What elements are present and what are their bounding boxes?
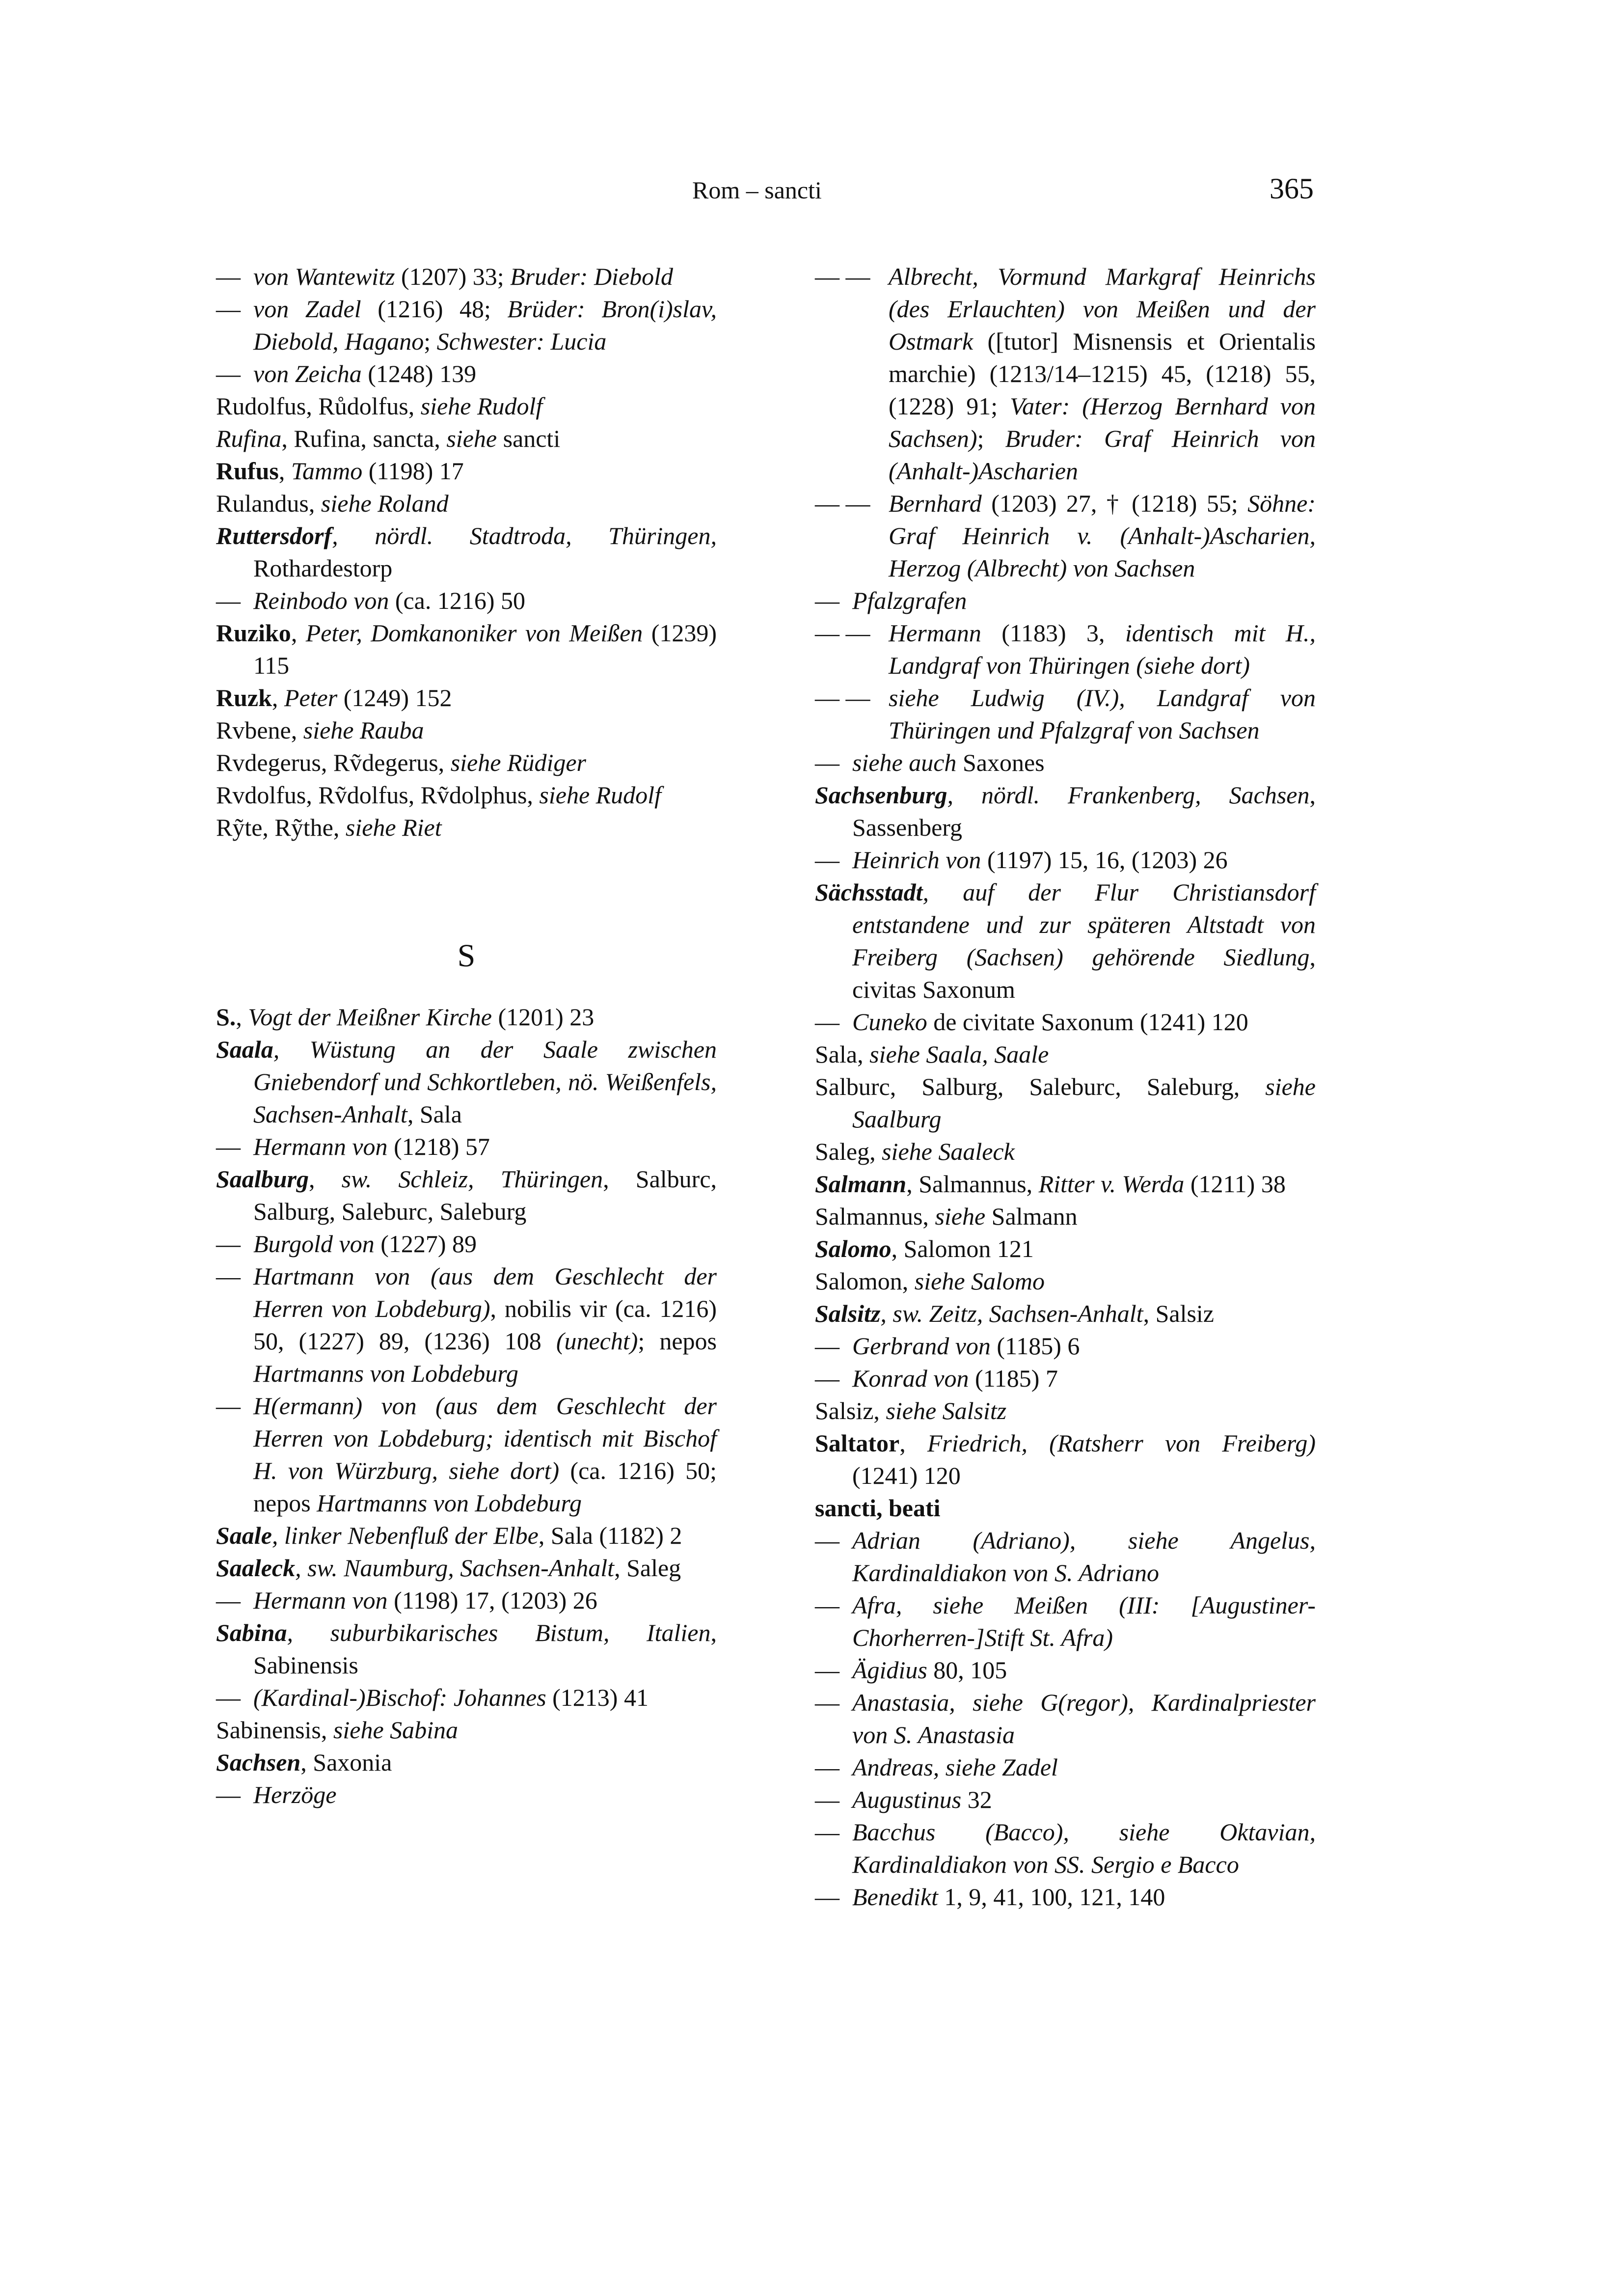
index-subentry xyxy=(815,1524,1316,1589)
entry-text: Benedikt xyxy=(852,1883,938,1911)
entry-headword: Salomo xyxy=(815,1235,892,1262)
index-subsubentry xyxy=(815,487,1316,584)
entry-text: , xyxy=(899,1429,927,1457)
entry-headword: Rufus xyxy=(216,457,279,485)
entry-headword: Saala xyxy=(216,1036,273,1063)
entry-text: Schwester: Lucia xyxy=(436,328,607,355)
index-entry xyxy=(815,1394,1316,1427)
entry-text: Salmann xyxy=(985,1203,1078,1230)
entry-text: Hartmann von (aus dem Geschlecht der Herren von Lobdeburg) xyxy=(253,1262,717,1322)
running-head: Rom – sancti xyxy=(692,176,822,204)
entry-text: 80, 105 xyxy=(927,1656,1007,1684)
entry-text: Afra, siehe Meißen (III: [Augustiner-Chorherren-]Stift St. Afra) xyxy=(852,1591,1316,1651)
entry-text: 32 xyxy=(961,1786,992,1813)
entry-text: Burgold von xyxy=(253,1230,375,1257)
entry-text: Konrad von xyxy=(852,1365,969,1392)
index-subentry xyxy=(815,1686,1316,1751)
index-subentry xyxy=(815,1330,1316,1362)
entry-text: siehe Rudolf xyxy=(420,392,543,420)
entry-headword: Ruziko xyxy=(216,619,291,647)
index-entry xyxy=(216,487,717,519)
index-entry xyxy=(216,714,717,746)
page-header xyxy=(0,172,1622,216)
entry-text: Heinrich von xyxy=(852,846,981,874)
entry-text: Adrian (Adriano), siehe Angelus, Kardinaldiakon von S. Adriano xyxy=(852,1527,1316,1586)
em-dash: — xyxy=(815,846,839,874)
index-subentry xyxy=(815,1589,1316,1654)
index-subentry xyxy=(216,1390,717,1519)
entry-text: siehe Ludwig (IV.), Landgraf von Thüringen und Pfalzgraf von Sachsen xyxy=(889,684,1316,744)
entry-text: ; xyxy=(424,328,437,355)
entry-text: siehe Salomo xyxy=(914,1267,1045,1295)
page-number: 365 xyxy=(1270,172,1314,205)
entry-text: Anastasia, siehe G(regor), Kardinalpriester von S. Anastasia xyxy=(852,1689,1316,1749)
entry-text: (1203) 27, † (1218) 55; xyxy=(981,490,1248,517)
index-entry xyxy=(216,1001,717,1033)
entry-text: Rvdolfus, Rṽdolfus, Rṽdolphus, xyxy=(216,781,540,809)
entry-text: siehe Saalburg xyxy=(852,1073,1316,1133)
entry-text: siehe xyxy=(446,425,497,452)
entry-text: (1216) 48; xyxy=(361,295,508,323)
entry-text: (1227) 89 xyxy=(374,1230,477,1257)
index-subsubentry xyxy=(815,617,1316,682)
em-dash: — xyxy=(815,1786,839,1813)
entry-text: Reinbodo von xyxy=(253,587,389,614)
entry-text: , nördl. Stadtroda, Thüringen, xyxy=(332,522,717,549)
index-subentry xyxy=(216,1228,717,1260)
entry-text: sancti xyxy=(497,425,561,452)
entry-text: Herzöge xyxy=(253,1781,337,1808)
index-subentry xyxy=(815,1654,1316,1686)
entry-text: Hermann von xyxy=(253,1586,388,1614)
entry-text: Cuneko xyxy=(852,1008,927,1036)
index-subentry xyxy=(815,1783,1316,1816)
double-em-dash: — — xyxy=(815,263,870,290)
double-em-dash: — — xyxy=(815,619,870,647)
entry-text: Salmannus, xyxy=(815,1203,935,1230)
entry-text: (Kardinal-)Bischof: Johannes xyxy=(253,1684,546,1711)
entry-text: Bruder: Graf Heinrich von (Anhalt-)Ascharien xyxy=(889,425,1316,485)
entry-text: , auf der Flur Christiansdorf entstandene und zur späteren Altstadt von Freiberg (Sachsen) gehörende Siedlung xyxy=(852,878,1316,971)
entry-text: von Zadel xyxy=(253,295,361,323)
entry-text: Albrecht, Vormund Markgraf Heinrichs (des Erlauchten) von Meißen und der Ostmark xyxy=(889,263,1316,355)
entry-text: 1, 9, 41, 100, 121, 140 xyxy=(938,1883,1165,1911)
entry-text: Bacchus (Bacco), siehe Oktavian, Kardinaldiakon von SS. Sergio e Bacco xyxy=(852,1818,1316,1878)
entry-text: , sw. Zeitz, Sachsen-Anhalt xyxy=(880,1300,1143,1327)
index-entry xyxy=(216,617,717,682)
entry-text: (1185) 7 xyxy=(969,1365,1058,1392)
index-entry xyxy=(216,422,717,455)
em-dash: — xyxy=(815,1689,839,1716)
entry-text: siehe Rudolf xyxy=(539,781,661,809)
entry-headword: Salsitz xyxy=(815,1300,881,1327)
index-entry xyxy=(216,1746,717,1778)
entry-headword: Saaleck xyxy=(216,1554,296,1582)
entry-text: Vater: (Herzog Bernhard von Sachsen) xyxy=(889,392,1316,452)
entry-text: Tammo xyxy=(291,457,363,485)
index-subentry xyxy=(216,584,717,617)
entry-text: siehe Saala, Saale xyxy=(869,1040,1049,1068)
em-dash: — xyxy=(815,1656,839,1684)
entry-headword: Saltator xyxy=(815,1429,900,1457)
em-dash: — xyxy=(815,1365,839,1392)
em-dash: — xyxy=(815,1818,839,1846)
entry-text: (1211) 38 xyxy=(1184,1170,1286,1198)
double-em-dash: — — xyxy=(815,490,870,517)
right-column xyxy=(815,260,1316,1913)
entry-text: , nobilis vir (ca. 1216) 50, (1227) 89, (1236) 108 xyxy=(253,1295,717,1355)
index-subsubentry xyxy=(815,682,1316,746)
entry-text: Rvbene, xyxy=(216,716,303,744)
em-dash: — xyxy=(815,1008,839,1036)
entry-headword: sancti, beati xyxy=(815,1494,941,1522)
entry-text: , civitas Saxonum xyxy=(852,943,1316,1003)
index-subentry xyxy=(815,844,1316,876)
entry-text: , Wüstung an der Saale zwischen Gniebendorf und Schkortleben, nö. Weißenfels, Sachsen-Anhalt xyxy=(253,1036,717,1128)
index-entry xyxy=(815,1200,1316,1232)
entry-text: , Sabinensis xyxy=(253,1619,717,1679)
entry-text: H(ermann) von (aus dem Geschlecht der Herren von Lobdeburg; identisch mit Bischof H. von Würzburg, siehe dort) xyxy=(253,1392,717,1484)
entry-text: , Saxonia xyxy=(300,1749,392,1776)
index-entry xyxy=(815,1168,1316,1200)
entry-text: siehe Saaleck xyxy=(882,1138,1015,1165)
entry-text: Rudolfus, Růdolfus, xyxy=(216,392,421,420)
entry-text: ; nepos xyxy=(638,1327,717,1355)
entry-text: Andreas, siehe Zadel xyxy=(852,1753,1058,1781)
index-subentry xyxy=(216,1778,717,1811)
entry-text: Salsiz, xyxy=(815,1397,886,1424)
entry-text: Ritter v. Werda xyxy=(1038,1170,1185,1198)
entry-text: , linker Nebenfluß der Elbe xyxy=(271,1522,539,1549)
entry-text: (1198) 17, (1203) 26 xyxy=(387,1586,597,1614)
index-subentry xyxy=(815,1751,1316,1783)
entry-text: von Zeicha xyxy=(253,360,362,387)
index-entry xyxy=(216,1616,717,1681)
entry-text: (1198) 17 xyxy=(362,457,464,485)
entry-text: Saleg, xyxy=(815,1138,882,1165)
entry-text: Saxones xyxy=(956,749,1045,776)
index-subentry xyxy=(815,746,1316,779)
em-dash: — xyxy=(216,1230,241,1257)
entry-text: , Sassenberg xyxy=(852,781,1316,841)
entry-text: siehe auch xyxy=(852,749,957,776)
index-entry xyxy=(216,682,717,714)
em-dash: — xyxy=(815,1591,839,1619)
entry-text: (1207) 33; xyxy=(395,263,511,290)
index-entry xyxy=(815,1038,1316,1070)
index-subentry xyxy=(216,1681,717,1714)
entry-text: Vogt der Meißner Kirche xyxy=(248,1003,492,1031)
entry-text: , Rufina, sancta, xyxy=(281,425,447,452)
entry-text: , Sala (1182) 2 xyxy=(538,1522,682,1549)
index-entry xyxy=(815,779,1316,844)
entry-text: Rufina xyxy=(216,425,282,452)
em-dash: — xyxy=(216,1392,241,1420)
entry-text: , xyxy=(278,457,291,485)
entry-text: , Salmannus, xyxy=(906,1170,1039,1198)
entry-text: , Sala xyxy=(407,1100,462,1128)
entry-text: Rvdegerus, Rṽdegerus, xyxy=(216,749,451,776)
index-subentry xyxy=(815,1881,1316,1913)
em-dash: — xyxy=(216,1133,241,1160)
index-entry xyxy=(815,1265,1316,1297)
entry-text: siehe Roland xyxy=(321,490,449,517)
index-entry xyxy=(216,746,717,779)
entry-text: , nördl. Frankenberg, Sachsen xyxy=(947,781,1310,809)
index-subentry xyxy=(216,357,717,390)
em-dash: — xyxy=(216,1684,241,1711)
entry-text: Brüder: Bron(i)slav, Diebold, Hagano xyxy=(253,295,717,355)
entry-text: (1213) 41 xyxy=(546,1684,649,1711)
entry-text: Hartmanns von Lobdeburg xyxy=(253,1360,518,1387)
index-entry xyxy=(815,1297,1316,1330)
entry-text: (1241) 120 xyxy=(852,1462,961,1489)
entry-text: Rỹte, Rỹthe, xyxy=(216,814,346,841)
entry-text: ([tutor] Misnensis et Orientalis marchie) (1213/14–1215) 45, (1218) 55, (1228) 91; xyxy=(889,328,1316,420)
em-dash: — xyxy=(216,295,241,323)
index-entry xyxy=(216,1519,717,1552)
entry-text: Sabinensis, xyxy=(216,1716,333,1744)
entry-text: (1183) 3, xyxy=(981,619,1125,647)
index-entry xyxy=(216,1552,717,1584)
entry-text: siehe Riet xyxy=(345,814,442,841)
entry-text: siehe Salsitz xyxy=(886,1397,1007,1424)
entry-text: siehe Sabina xyxy=(333,1716,459,1744)
entry-text: , xyxy=(308,1165,342,1193)
entry-text: Salomon, xyxy=(815,1267,915,1295)
entry-text: (1248) 139 xyxy=(361,360,477,387)
entry-text: Friedrich, (Ratsherr von Freiberg) xyxy=(927,1429,1316,1457)
entry-headword: Sächsstadt xyxy=(815,878,923,906)
entry-text: , sw. Naumburg, Sachsen-Anhalt xyxy=(295,1554,615,1582)
index-subentry xyxy=(815,1816,1316,1881)
index-entry xyxy=(815,1070,1316,1135)
entry-text: ; xyxy=(977,425,1005,452)
entry-text: (1249) 152 xyxy=(337,684,452,711)
entry-text: Peter xyxy=(284,684,338,711)
index-entry xyxy=(216,1033,717,1130)
entry-text: siehe Rauba xyxy=(303,716,424,744)
em-dash: — xyxy=(216,1262,241,1290)
entry-headword: Sachsen xyxy=(216,1749,301,1776)
entry-text: Sala, xyxy=(815,1040,870,1068)
em-dash: — xyxy=(216,1781,241,1808)
entry-text: Bernhard xyxy=(889,490,982,517)
index-entry xyxy=(216,1714,717,1746)
entry-text: (unecht) xyxy=(556,1327,638,1355)
entry-text: , xyxy=(271,684,284,711)
em-dash: — xyxy=(815,1883,839,1911)
entry-headword: Ruzk xyxy=(216,684,272,711)
entry-text: (1197) 15, 16, (1203) 26 xyxy=(981,846,1228,874)
index-entry xyxy=(216,1163,717,1228)
em-dash: — xyxy=(216,587,241,614)
entry-text: , Salburc, Salburg, Saleburc, Saleburg xyxy=(253,1165,717,1225)
index-subentry xyxy=(815,1362,1316,1394)
entry-text: identisch mit H., Landgraf von Thüringen (siehe dort) xyxy=(889,619,1316,679)
index-subentry xyxy=(216,1584,717,1616)
em-dash: — xyxy=(815,1753,839,1781)
index-entry xyxy=(216,455,717,487)
index-entry xyxy=(815,1427,1316,1492)
entry-headword: Saale xyxy=(216,1522,272,1549)
entry-text: , suburbikarisches Bistum, Italien xyxy=(287,1619,711,1646)
index-subentry xyxy=(216,293,717,357)
entry-text: Rothardestorp xyxy=(253,554,393,582)
em-dash: — xyxy=(216,360,241,387)
entry-text: (1185) 6 xyxy=(990,1332,1080,1360)
entry-text: (ca. 1216) 50; nepos xyxy=(253,1457,717,1517)
entry-text: Hartmanns von Lobdeburg xyxy=(317,1489,582,1517)
index-subentry xyxy=(216,1260,717,1390)
entry-text: von Wantewitz xyxy=(253,263,395,290)
entry-text: siehe xyxy=(935,1203,986,1230)
entry-text: Peter, Domkanoniker von Meißen xyxy=(305,619,643,647)
index-subsubentry xyxy=(815,260,1316,487)
entry-text: Pfalzgrafen xyxy=(852,587,967,614)
entry-text: , Saleg xyxy=(614,1554,681,1582)
index-entry xyxy=(815,1492,1316,1524)
entry-text: (1201) 23 xyxy=(491,1003,595,1031)
entry-text: Söhne: Graf Heinrich v. (Anhalt-)Ascharien, Herzog (Albrecht) von Sachsen xyxy=(889,490,1316,582)
index-entry xyxy=(216,390,717,422)
entry-text: Salburc, Salburg, Saleburc, Saleburg, xyxy=(815,1073,1266,1100)
index-subentry xyxy=(216,1130,717,1163)
index-entry xyxy=(216,811,717,844)
index-subentry xyxy=(815,1006,1316,1038)
index-subentry xyxy=(815,584,1316,617)
index-entry xyxy=(216,519,717,584)
index-entry xyxy=(815,876,1316,1006)
entry-text: (ca. 1216) 50 xyxy=(389,587,526,614)
entry-headword: S. xyxy=(216,1003,236,1031)
em-dash: — xyxy=(216,1586,241,1614)
index-entry xyxy=(216,779,717,811)
entry-text: Hermann von xyxy=(253,1133,388,1160)
index-entry xyxy=(815,1232,1316,1265)
index-subentry xyxy=(216,260,717,293)
entry-text: , xyxy=(236,1003,248,1031)
entry-headword: Salmann xyxy=(815,1170,907,1198)
entry-text: (1239) 115 xyxy=(253,619,717,679)
entry-headword: Sabina xyxy=(216,1619,287,1646)
entry-text: , Salomon 121 xyxy=(891,1235,1034,1262)
entry-text: Bruder: Diebold xyxy=(510,263,674,290)
entry-text: sw. Schleiz, Thüringen xyxy=(341,1165,603,1193)
entry-text: Rulandus, xyxy=(216,490,321,517)
entry-text: (1218) 57 xyxy=(387,1133,490,1160)
entry-text: Ägidius xyxy=(852,1656,927,1684)
entry-headword: Ruttersdorf xyxy=(216,522,332,549)
entry-text: Hermann xyxy=(889,619,981,647)
entry-headword: Sachsenburg xyxy=(815,781,947,809)
entry-text: Gerbrand von xyxy=(852,1332,991,1360)
entry-text: siehe Rüdiger xyxy=(450,749,587,776)
index-entry xyxy=(815,1135,1316,1168)
em-dash: — xyxy=(815,749,839,776)
section-letter: S xyxy=(457,938,476,974)
entry-text: , Salsiz xyxy=(1143,1300,1214,1327)
em-dash: — xyxy=(815,1332,839,1360)
entry-text: Augustinus xyxy=(852,1786,962,1813)
double-em-dash: — — xyxy=(815,684,870,711)
em-dash: — xyxy=(815,1527,839,1554)
em-dash: — xyxy=(815,587,839,614)
entry-text: de civitate Saxonum (1241) 120 xyxy=(927,1008,1248,1036)
entry-text: , xyxy=(291,619,306,647)
left-column xyxy=(216,260,717,1811)
entry-headword: Saalburg xyxy=(216,1165,309,1193)
em-dash: — xyxy=(216,263,241,290)
